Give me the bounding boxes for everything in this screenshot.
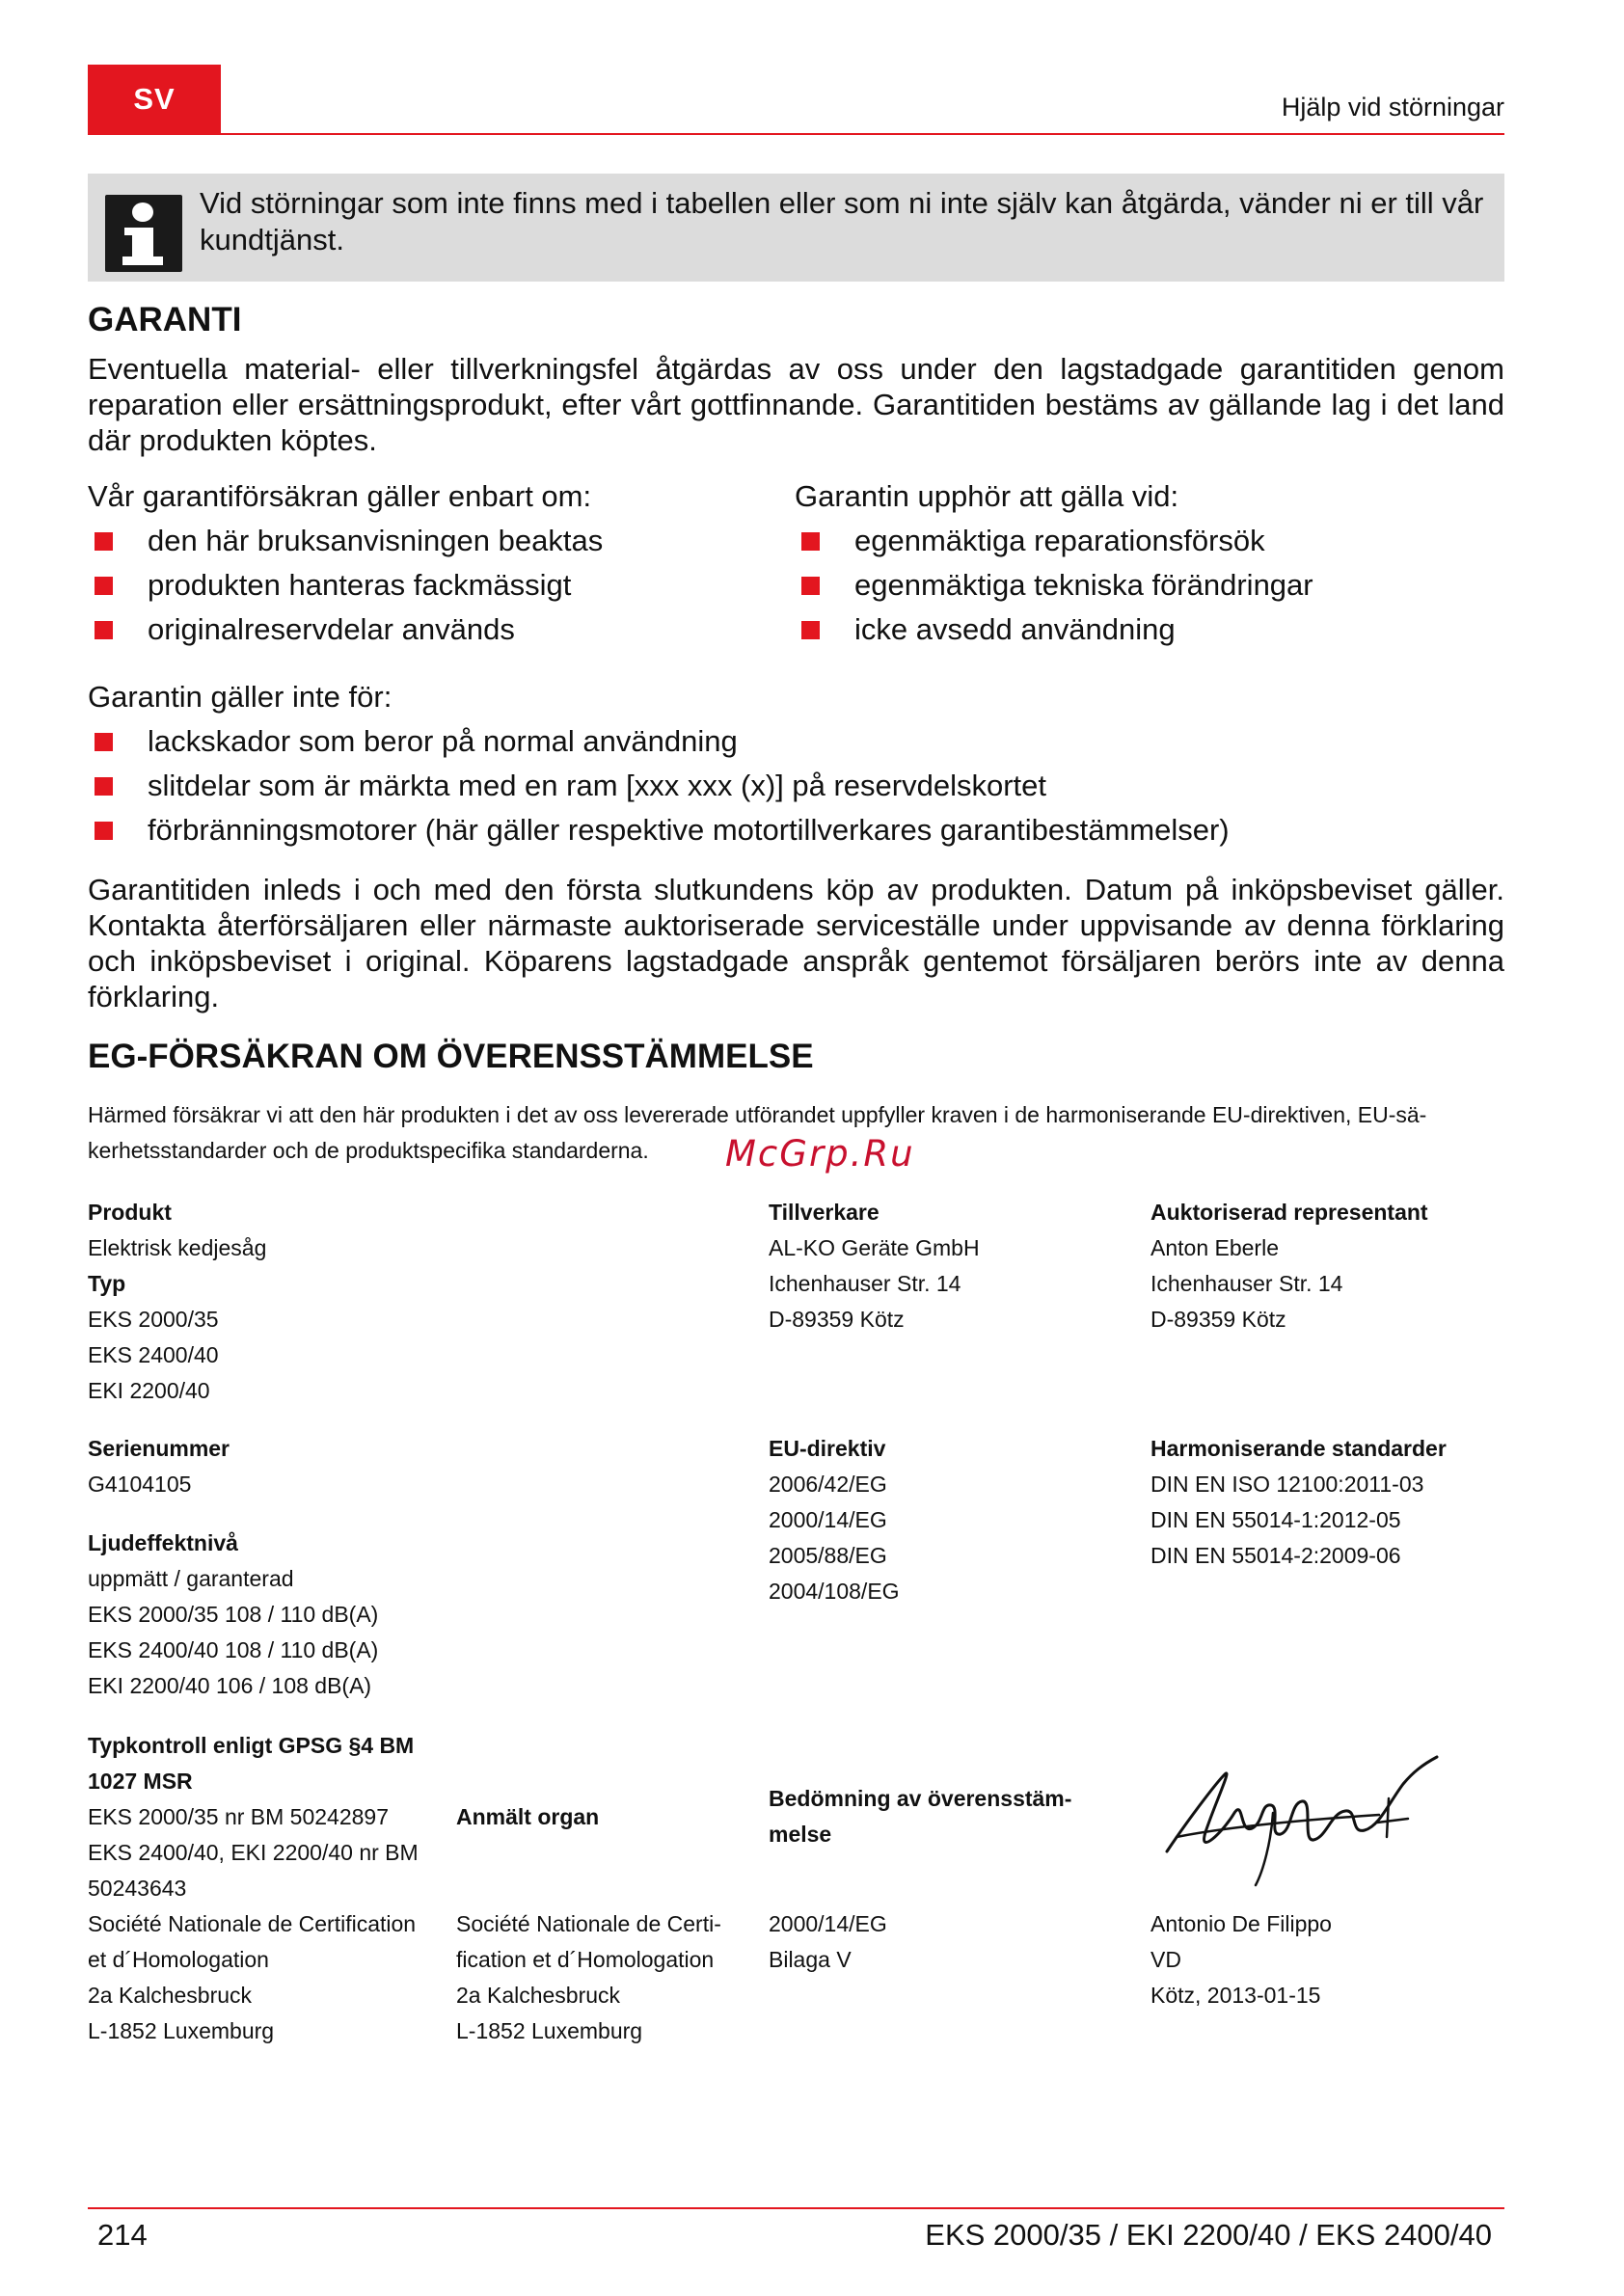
bullet-icon: [95, 577, 113, 595]
anmalt-label-block: Anmält organ: [456, 1804, 600, 1829]
bullet-icon: [95, 532, 113, 551]
ljud-block: Ljudeffektnivå uppmätt / garanterad EKS 2000/35 108 / 110 dB(A) EKS 2400/40 108 / 110 dB(A) EKI 2200/40 106 / 108 dB(A): [88, 1530, 379, 1698]
garanti-heading: GARANTI: [88, 301, 242, 338]
bullet-icon: [801, 532, 820, 551]
info-text: Vid störningar som inte finns med i tabellen eller som ni inte själv kan åtgärda, vänder ni er till vår kundtjänst.: [200, 186, 1484, 257]
garanti-void-list: [795, 474, 1504, 652]
bullet-icon: [95, 733, 113, 751]
tillverkare-block: Tillverkare AL-KO Geräte GmbH Ichenhauser Str. 14 D-89359 Kötz: [769, 1200, 980, 1332]
garanti-valid-list: [88, 474, 782, 652]
list-item: originalreservdelar används: [88, 608, 782, 652]
direktiv-block: EU-direktiv 2006/42/EG 2000/14/EG 2005/88/EG 2004/108/EG: [769, 1436, 900, 1604]
representant-block: Auktoriserad representant Anton Eberle Ichenhauser Str. 14 D-89359 Kötz: [1150, 1200, 1428, 1332]
anmalt-block: Société Nationale de Certi- fication et d´Homologation 2a Kalchesbruck L-1852 Luxemburg: [456, 1911, 721, 2043]
list-item: slitdelar som är märkta med en ram [xxx xxx (x)] på reservdelskortet: [88, 764, 1504, 808]
typkontroll-block: Typkontroll enligt GPSG §4 BM 1027 MSR EKS 2000/35 nr BM 50242897 EKS 2400/40, EKI 2200/40 nr BM 50243643 Société Nationale de Certification et d´Homologation 2a Kalchesbruck L-1852 Luxemburg: [88, 1733, 419, 2043]
produkt-block: Produkt Elektrisk kedjesåg Typ EKS 2000/35 EKS 2400/40 EKI 2200/40: [88, 1200, 267, 1403]
standarder-block: Harmoniserande standarder DIN EN ISO 12100:2011-03 DIN EN 55014-1:2012-05 DIN EN 55014-2:2009-06: [1150, 1436, 1447, 1568]
garanti-closing: Garantitiden inleds i och med den första slutkundens köp av produkten. Datum på inköpsbeviset gäller. Kontakta återförsäljaren eller närmaste auktoriserade serviceställe under uppvisande av denna förklaring och inköpsbeviset i original. Köparens lagstadgade anspråk gentemot försäljaren berörs inte av denna förklaring.: [88, 873, 1504, 1013]
list-item: produkten hanteras fackmässigt: [88, 563, 782, 608]
language-tab: SV: [88, 65, 221, 134]
footer-divider: [88, 2207, 1504, 2209]
bullet-icon: [801, 577, 820, 595]
list-item: egenmäktiga tekniska förändringar: [795, 563, 1504, 608]
page-number: 214: [97, 2218, 148, 2252]
bedomning-block: 2000/14/EG Bilaga V: [769, 1911, 887, 1972]
bedomning-label-block: Bedömning av överensstäm- melse: [769, 1786, 1072, 1847]
list-heading: Vår garantiförsäkran gäller enbart om:: [88, 479, 592, 513]
signer-block: Antonio De Filippo VD Kötz, 2013-01-15: [1150, 1911, 1332, 2008]
list-heading: Garantin upphör att gälla vid:: [795, 479, 1179, 513]
list-heading: Garantin gäller inte för:: [88, 680, 392, 714]
serienummer-block: Serienummer G4104105: [88, 1436, 230, 1497]
signature-image: [1148, 1745, 1456, 1890]
list-item: egenmäktiga reparationsförsök: [795, 519, 1504, 563]
bullet-icon: [95, 822, 113, 840]
info-box: [88, 174, 1504, 282]
section-title: Hjälp vid störningar: [1281, 93, 1504, 122]
list-item: förbränningsmotorer (här gäller respektive motortillverkares garantibestämmelser): [88, 808, 1504, 852]
footer-models: EKS 2000/35 / EKI 2200/40 / EKS 2400/40: [925, 2218, 1492, 2252]
bullet-icon: [801, 621, 820, 639]
list-item: lackskador som beror på normal användning: [88, 719, 1504, 764]
list-item: den här bruksanvisningen beaktas: [88, 519, 782, 563]
eg-intro: Härmed försäkrar vi att den här produkten i det av oss levererade utförandet uppfyller kraven i de harmoniserande EU-direktiven, EU-sä- kerhetsstandarder och de produktspecifika standarderna.: [88, 1102, 1427, 1163]
info-icon: [105, 195, 182, 272]
header-divider: [88, 133, 1504, 135]
eg-heading: EG-FÖRSÄKRAN OM ÖVERENSSTÄMMELSE: [88, 1038, 814, 1075]
bullet-icon: [95, 621, 113, 639]
list-item: icke avsedd användning: [795, 608, 1504, 652]
garanti-not-cover-list: [88, 675, 1504, 852]
bullet-icon: [95, 777, 113, 796]
watermark: McGrp.Ru: [725, 1133, 915, 1175]
garanti-intro: Eventuella material- eller tillverkningsfel åtgärdas av oss under den lagstadgade garantitiden genom reparation eller ersättningsprodukt, efter vårt gottfinnande. Garantitiden bestäms av gällande lag i det land där produkten köptes.: [88, 352, 1504, 457]
